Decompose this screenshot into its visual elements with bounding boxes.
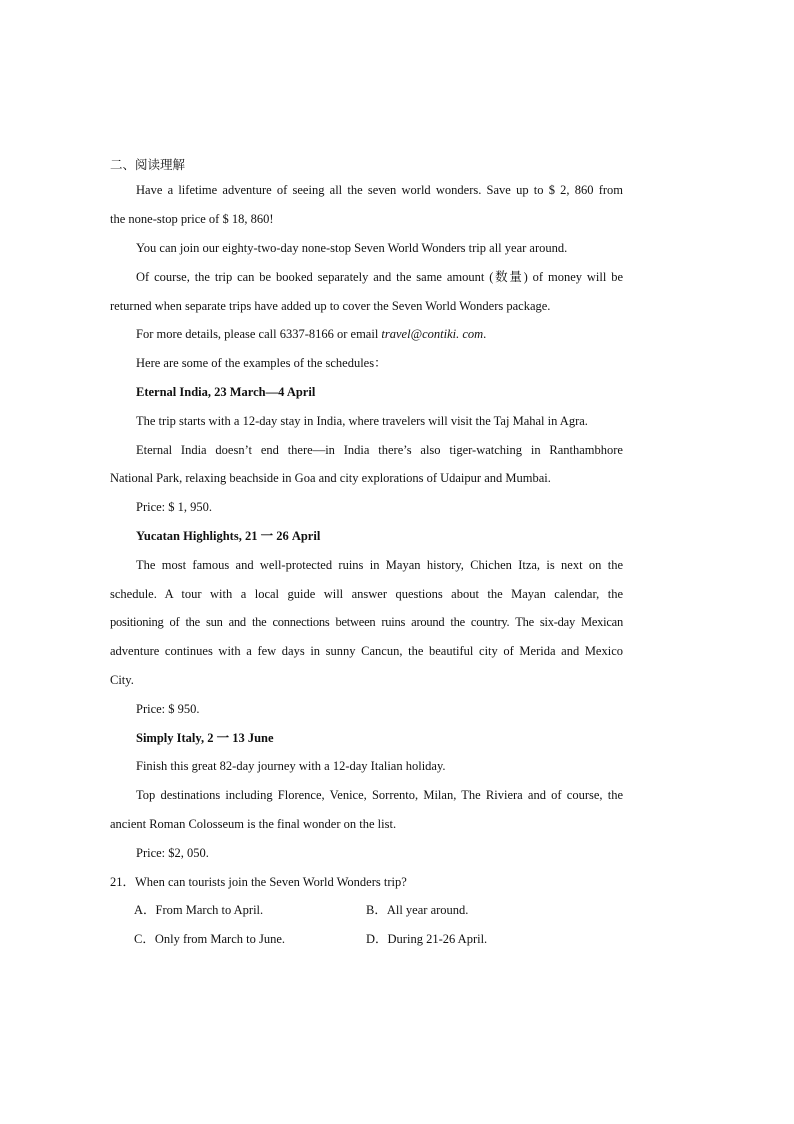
- contact-period: .: [483, 327, 487, 341]
- trip-italy-price: Price: $2, 050.: [136, 846, 209, 860]
- contact-text: For more details, please call 6337-8166 or email: [136, 327, 382, 341]
- option-a[interactable]: A．From March to April.: [134, 903, 264, 917]
- trip-yucatan-line: adventure continues with a few days in sunny Cancun, the beautiful city of Merida and Mexico: [110, 644, 623, 658]
- trip-title-yucatan: Yucatan Highlights, 21 一 26 April: [136, 529, 321, 543]
- trip-italy-line: ancient Roman Colosseum is the final wonder on the list.: [110, 817, 397, 831]
- trip-yucatan-line: The most famous and well-protected ruins in Mayan history, Chichen Itza, is next on the: [136, 558, 623, 572]
- option-d[interactable]: D．During 21-26 April.: [366, 932, 488, 946]
- trip-title-india: Eternal India, 23 March—4 April: [136, 385, 316, 399]
- option-c[interactable]: C．Only from March to June.: [134, 932, 286, 946]
- trip-india-line: Eternal India doesn’t end there—in India there’s also tiger-watching in Ranthambhore: [136, 443, 623, 457]
- option-b[interactable]: B．All year around.: [366, 903, 469, 917]
- question-21: 21．When can tourists join the Seven World Wonders trip?: [110, 875, 407, 889]
- intro-p4: [110, 326, 623, 342]
- section-heading: 二、阅读理解: [110, 158, 186, 172]
- intro-p3-line2: returned when separate trips have added up to cover the Seven World Wonders package.: [110, 299, 551, 313]
- trip-italy-line: Finish this great 82-day journey with a 12-day Italian holiday.: [136, 759, 446, 773]
- trip-india-line: National Park, relaxing beachside in Goa and city explorations of Udaipur and Mumbai.: [110, 471, 551, 485]
- trip-yucatan-line: City.: [110, 673, 134, 687]
- trip-yucatan-line: schedule. A tour with a local guide will answer questions about the Mayan calendar, the: [110, 587, 623, 601]
- intro-p5: Here are some of the examples of the schedules：: [136, 356, 387, 370]
- trip-title-italy: Simply Italy, 2 一 13 June: [136, 731, 274, 745]
- email-link[interactable]: travel@contiki. com: [381, 327, 484, 341]
- trip-india-price: Price: $ 1, 950.: [136, 500, 213, 514]
- trip-india-line: The trip starts with a 12-day stay in India, where travelers will visit the Taj Mahal in Agra.: [136, 414, 588, 428]
- intro-p3-line1: Of course, the trip can be booked separately and the same amount (数量) of money will be: [136, 270, 623, 284]
- intro-p2: You can join our eighty-two-day none-stop Seven World Wonders trip all year around.: [136, 241, 568, 255]
- trip-yucatan-price: Price: $ 950.: [136, 702, 200, 716]
- trip-yucatan-line: positioning of the sun and the connections between ruins around the country. The six-day Mexican: [110, 615, 623, 629]
- intro-p1-line1: Have a lifetime adventure of seeing all the seven world wonders. Save up to $ 2, 860 from: [136, 183, 623, 197]
- intro-p1-line2: the none-stop price of $ 18, 860!: [110, 212, 274, 226]
- trip-italy-line: Top destinations including Florence, Venice, Sorrento, Milan, The Riviera and of course, the: [136, 788, 623, 802]
